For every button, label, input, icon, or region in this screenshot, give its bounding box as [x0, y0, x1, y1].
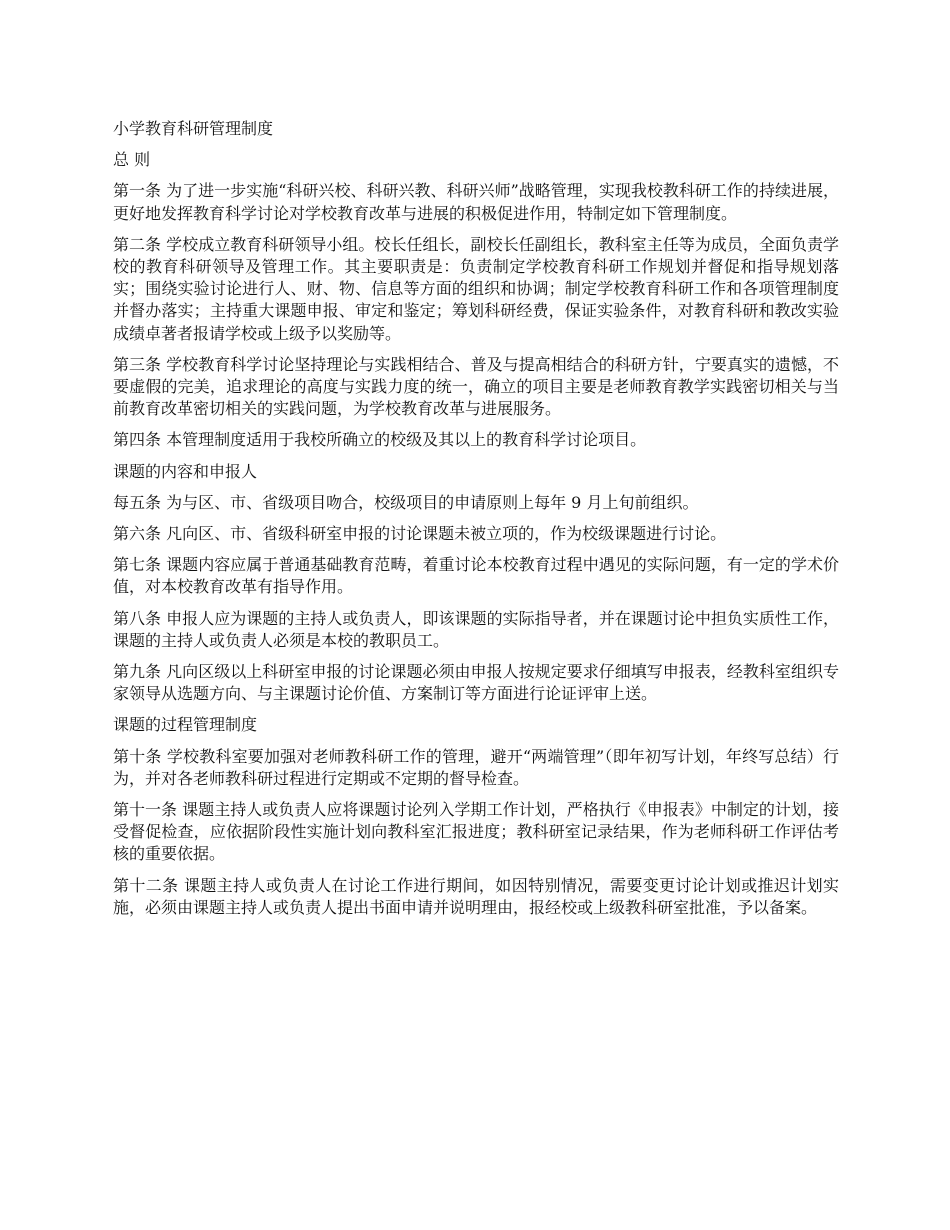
article-5: 每五条 为与区、市、省级项目吻合，校级项目的申请原则上每年 9 月上旬前组织。 — [113, 492, 699, 512]
article-3: 第三条 学校教育科学讨论坚持理论与实践相结合、普及与提高相结合的科研方针，宁要真实的遗憾，不要虚假的完美，追求理论的高度与实践力度的统一，确立的项目主要是老师教育教学实践密切相关与当前教育改革密切相关的实践问题，为学校教育改革与进展服务。 — [113, 354, 839, 419]
article-1: 第一条 为了进一步实施“科研兴校、科研兴教、科研兴师”战略管理，实现我校教科研工作的持续进展，更好地发挥教育科学讨论对学校教育改革与进展的积极促进作用，特制定如下管理制度。 — [113, 181, 839, 223]
article-7: 第七条 课题内容应属于普通基础教育范畴，着重讨论本校教育过程中遇见的实际问题，有一定的学术价值，对本校教育改革有指导作用。 — [113, 555, 839, 597]
section-heading-general: 总 则 — [113, 150, 151, 170]
article-9: 第九条 凡向区级以上科研室申报的讨论课题必须由申报人按规定要求仔细填写申报表，经教科室组织专家领导从选题方向、与主课题讨论价值、方案制订等方面进行论证评审上送。 — [113, 662, 839, 704]
article-11: 第十一条 课题主持人或负责人应将课题讨论列入学期工作计划，严格执行《申报表》中制定的计划，接受督促检查，应依据阶段性实施计划向教科室汇报进度；教科研室记录结果，作为老师科研工作评估考核的重要依据。 — [113, 800, 839, 864]
document-title: 小学教育科研管理制度 — [113, 119, 274, 138]
article-10: 第十条 学校教科室要加强对老师教科研工作的管理，避开“两端管理”（即年初写计划，年终写总结）行为，并对各老师教科研过程进行定期或不定期的督导检查。 — [113, 746, 839, 788]
section-heading-process: 课题的过程管理制度 — [113, 715, 258, 735]
article-8: 第八条 申报人应为课题的主持人或负责人，即该课题的实际指导者，并在课题讨论中担负实质性工作，课题的主持人或负责人必须是本校的教职员工。 — [113, 608, 839, 650]
article-2: 第二条 学校成立教育科研领导小组。校长任组长，副校长任副组长，教科室主任等为成员，全面负责学校的教育科研领导及管理工作。其主要职责是：负责制定学校教育科研工作规划并督促和指导规划落实；围绕实验讨论进行人、财、物、信息等方面的组织和协调；制定学校教育科研工作和各项管理制度并督办落实；主持重大课题申报、审定和鉴定；筹划科研经费，保证实验条件，对教育科研和教改实验成绩卓著者报请学校或上级予以奖励等。 — [113, 234, 839, 343]
document-page — [113, 118, 839, 928]
section-heading-topics: 课题的内容和申报人 — [113, 461, 258, 481]
article-12: 第十二条 课题主持人或负责人在讨论工作进行期间，如因特别情况，需要变更讨论计划或推迟计划实施，必须由课题主持人或负责人提出书面申请并说明理由，报经校或上级教科研室批准，予以备案。 — [113, 875, 839, 917]
article-4: 第四条 本管理制度适用于我校所确立的校级及其以上的教育科学讨论项目。 — [113, 430, 647, 450]
article-6: 第六条 凡向区、市、省级科研室申报的讨论课题未被立项的，作为校级课题进行讨论。 — [113, 524, 727, 544]
